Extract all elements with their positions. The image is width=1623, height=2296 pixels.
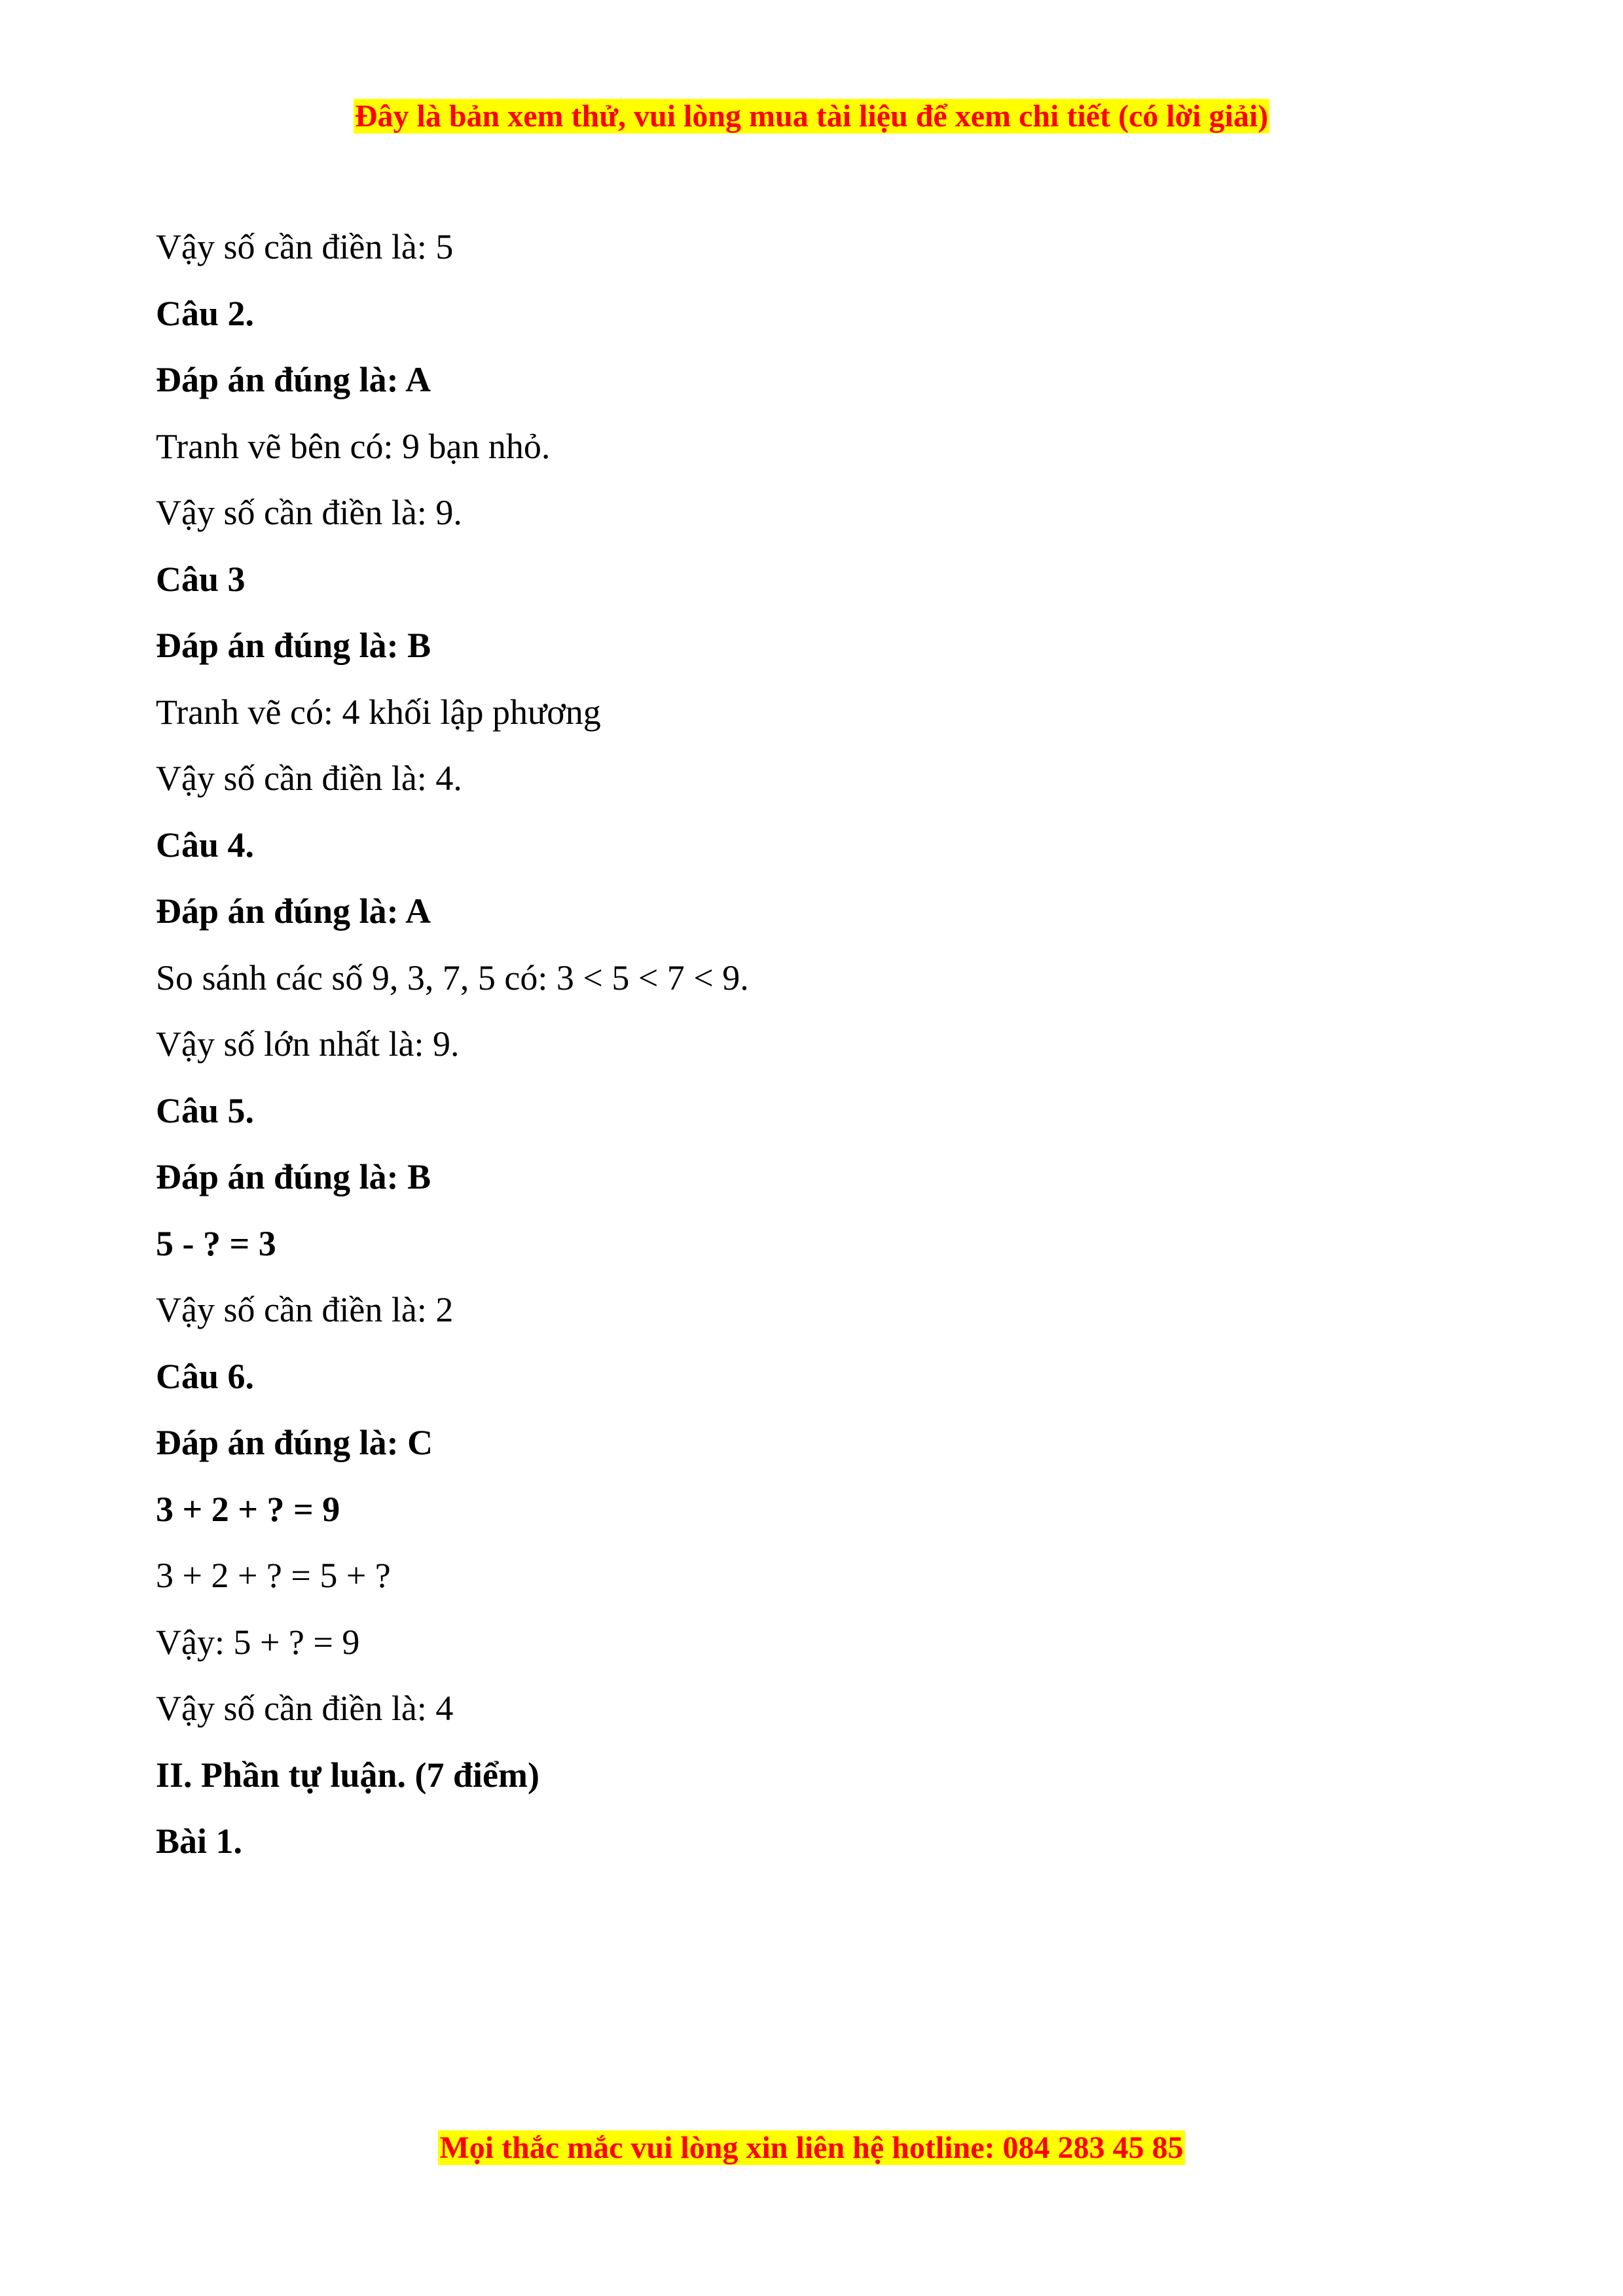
explanation-line: So sánh các số 9, 3, 7, 5 có: 3 < 5 < 7 < 9. xyxy=(156,958,749,997)
explanation-line: 3 + 2 + ? = 5 + ? xyxy=(156,1556,391,1595)
equation-line: 5 - ? = 3 xyxy=(156,1223,276,1263)
question-heading: Câu 2. xyxy=(156,293,255,333)
hotline-notice-text: Mọi thắc mắc vui lòng xin liên hệ hotline: 084 283 45 85 xyxy=(439,2130,1184,2165)
question-heading: Câu 6. xyxy=(156,1356,255,1396)
answer-conclusion: Vậy số cần điền là: 5 xyxy=(156,227,454,266)
document-body xyxy=(156,214,1465,1875)
hotline-notice-banner xyxy=(0,2128,1623,2168)
explanation-line: Tranh vẽ có: 4 khối lập phương xyxy=(156,692,601,732)
preview-notice-banner xyxy=(0,97,1623,136)
explanation-line: Tranh vẽ bên có: 9 bạn nhỏ. xyxy=(156,426,551,466)
explanation-line: Vậy: 5 + ? = 9 xyxy=(156,1622,360,1662)
answer-conclusion: Vậy số cần điền là: 4. xyxy=(156,759,462,798)
preview-notice-text: Đây là bản xem thử, vui lòng mua tài liệu để xem chi tiết (có lời giải) xyxy=(354,99,1269,134)
correct-answer: Đáp án đúng là: A xyxy=(156,891,431,931)
correct-answer: Đáp án đúng là: C xyxy=(156,1423,433,1462)
equation-line: 3 + 2 + ? = 9 xyxy=(156,1489,340,1529)
correct-answer: Đáp án đúng là: A xyxy=(156,360,431,399)
answer-conclusion: Vậy số cần điền là: 9. xyxy=(156,493,462,532)
question-heading: Câu 5. xyxy=(156,1090,255,1130)
question-heading: Câu 4. xyxy=(156,825,255,865)
exercise-heading: Bài 1. xyxy=(156,1821,243,1861)
correct-answer: Đáp án đúng là: B xyxy=(156,626,431,665)
answer-conclusion: Vậy số cần điền là: 2 xyxy=(156,1290,454,1329)
answer-conclusion: Vậy số lớn nhất là: 9. xyxy=(156,1024,460,1064)
answer-conclusion: Vậy số cần điền là: 4 xyxy=(156,1689,454,1728)
question-heading: Câu 3 xyxy=(156,559,246,599)
section-heading: II. Phần tự luận. (7 điểm) xyxy=(156,1755,539,1795)
correct-answer: Đáp án đúng là: B xyxy=(156,1157,431,1196)
